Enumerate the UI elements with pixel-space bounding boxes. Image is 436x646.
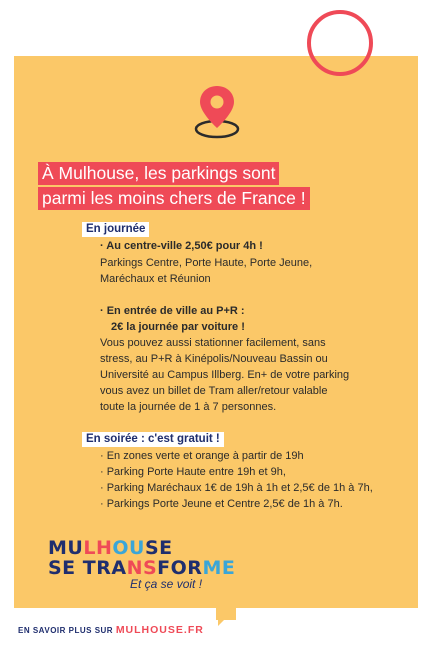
headline [38, 162, 310, 212]
footer-site-link[interactable]: MULHOUSE.FR [115, 624, 204, 636]
entry-price: 2€ la journée par voiture ! [111, 321, 245, 333]
footer-prefix: EN SAVOIR PLUS SUR [18, 626, 116, 635]
footer [18, 624, 204, 636]
headline-line-1: À Mulhouse, les parkings sont [38, 162, 279, 185]
center-line-1: Parkings Centre, Porte Haute, Porte Jeune, [100, 257, 313, 269]
logo-part: MU [48, 537, 84, 559]
entry-line-2: stress, au P+R à Kinépolis/Nouveau Bassin ou [100, 353, 328, 365]
entry-line-1: Vous pouvez aussi stationner facilement, sans [100, 337, 326, 349]
logo-part: OU [112, 537, 145, 559]
entry-line-3: Université au Campus Illberg. En+ de votre parking [100, 369, 350, 381]
headline-line-2: parmi les moins chers de France ! [38, 187, 310, 210]
logo-line-2 [48, 558, 235, 578]
entry-heading: · En entrée de ville au P+R : [100, 305, 245, 317]
logo-part: SE [144, 537, 173, 559]
logo-part: NS [126, 557, 158, 579]
logo-part: TRA [82, 557, 127, 579]
section-title-evening: En soirée : c'est gratuit ! [82, 432, 224, 447]
mulhouse-logo [48, 538, 235, 578]
section-title-day: En journée [82, 222, 149, 237]
center-line-2: Maréchaux et Réunion [100, 273, 211, 285]
evening-item-2: · Parking Porte Haute entre 19h et 9h, [100, 466, 286, 478]
logo-line-1 [48, 538, 235, 558]
location-pin-icon [186, 82, 248, 144]
speech-bubble-icon [214, 606, 238, 628]
logo-tagline: Et ça se voit ! [130, 577, 203, 591]
logo-part: SE [48, 557, 83, 579]
entry-line-4: vous avez un billet de Tram aller/retour valable [100, 385, 328, 397]
circle-decoration-icon [307, 10, 373, 76]
evening-item-4: · Parkings Porte Jeune et Centre 2,5€ de 1h à 7h. [100, 498, 343, 510]
logo-part: LH [83, 537, 113, 559]
evening-item-3: · Parking Maréchaux 1€ de 19h à 1h et 2,5€ de 1h à 7h, [100, 482, 373, 494]
center-heading: · Au centre-ville 2,50€ pour 4h ! [100, 240, 263, 252]
entry-line-5: toute la journée de 1 à 7 personnes. [100, 401, 277, 413]
evening-item-1: · En zones verte et orange à partir de 19h [100, 450, 304, 462]
logo-part: ME [202, 557, 236, 579]
logo-part: FOR [157, 557, 203, 579]
